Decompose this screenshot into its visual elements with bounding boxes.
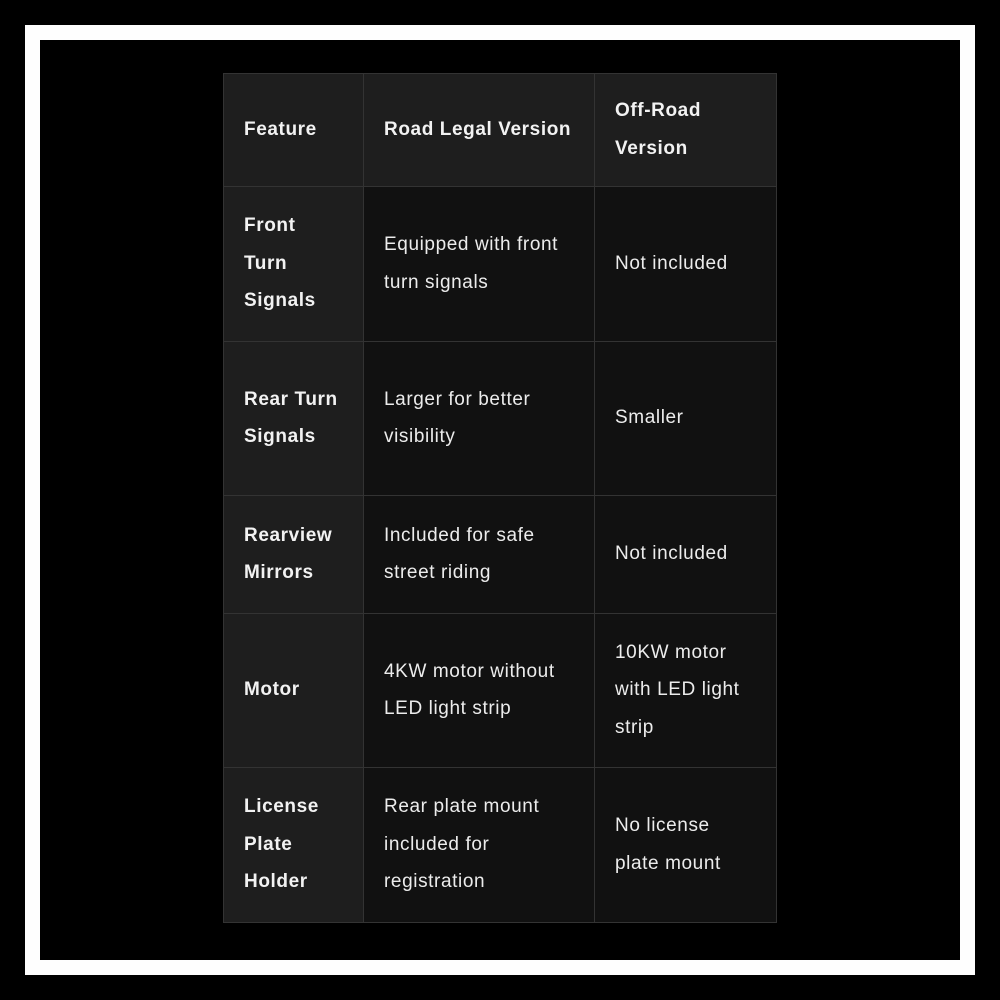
header-feature: Feature <box>224 74 364 187</box>
off-road-cell: Smaller <box>595 342 777 496</box>
road-legal-cell: 4KW motor without LED light strip <box>364 614 595 768</box>
road-legal-cell: Rear plate mount included for registration <box>364 768 595 923</box>
road-legal-cell: Included for safe street riding <box>364 496 595 614</box>
header-road-legal: Road Legal Version <box>364 74 595 187</box>
feature-cell: Rear Turn Signals <box>224 342 364 496</box>
table-row <box>224 496 777 614</box>
table-row <box>224 768 777 923</box>
off-road-cell: Not included <box>595 187 777 342</box>
table-row <box>224 187 777 342</box>
feature-cell: Motor <box>224 614 364 768</box>
off-road-cell: No license plate mount <box>595 768 777 923</box>
feature-cell: Rearview Mirrors <box>224 496 364 614</box>
road-legal-cell: Larger for better visibility <box>364 342 595 496</box>
header-off-road: Off-Road Version <box>595 74 777 187</box>
table-header-row <box>224 74 777 187</box>
table-row <box>224 342 777 496</box>
feature-cell: License Plate Holder <box>224 768 364 923</box>
comparison-table <box>223 73 777 923</box>
road-legal-cell: Equipped with front turn signals <box>364 187 595 342</box>
feature-cell: Front Turn Signals <box>224 187 364 342</box>
off-road-cell: 10KW motor with LED light strip <box>595 614 777 768</box>
off-road-cell: Not included <box>595 496 777 614</box>
table-row <box>224 614 777 768</box>
